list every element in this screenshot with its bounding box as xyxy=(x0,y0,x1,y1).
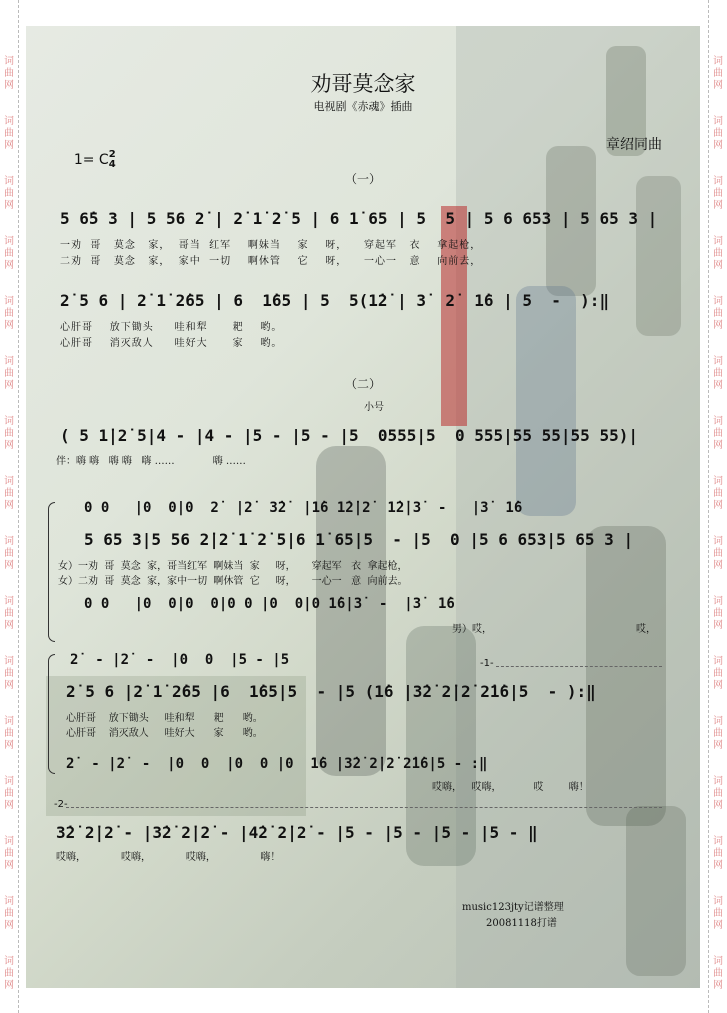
system-one-lyric-a: 女）一劝 哥 莫念 家，哥当红军 啊妹当 家 呀， 穿起军 衣 拿起枪， xyxy=(58,561,408,572)
watermark-glyph: 曲 xyxy=(713,68,723,79)
section-one-lyric-2a: 心肝哥 放下锄头 哇和犁 耙 哟。 xyxy=(60,322,283,333)
watermark-glyph: 网 xyxy=(713,920,723,931)
watermark-glyph: 词 xyxy=(713,476,723,487)
watermark-glyph: 曲 xyxy=(4,188,14,199)
watermark-glyph: 曲 xyxy=(4,728,14,739)
watermark-glyph: 词 xyxy=(713,596,723,607)
watermark-glyph: 网 xyxy=(713,320,723,331)
watermark-glyph-stack xyxy=(3,536,15,572)
watermark-glyph-stack xyxy=(712,716,724,752)
composer-credit: 章绍同曲 xyxy=(606,137,662,153)
watermark-glyph: 曲 xyxy=(713,848,723,859)
watermark-glyph: 曲 xyxy=(713,668,723,679)
watermark-glyph-stack xyxy=(3,716,15,752)
watermark-glyph: 曲 xyxy=(4,308,14,319)
watermark-glyph: 网 xyxy=(4,260,14,271)
watermark-glyph: 网 xyxy=(4,380,14,391)
watermark-glyph-stack xyxy=(712,956,724,992)
section-two-heading: （二） xyxy=(344,377,381,391)
watermark-glyph-stack xyxy=(3,356,15,392)
transcriber-credit: music123jty记谱整理 xyxy=(462,902,564,913)
watermark-glyph: 曲 xyxy=(4,848,14,859)
watermark-glyph-stack xyxy=(712,656,724,692)
watermark-glyph-stack xyxy=(712,836,724,872)
watermark-glyph: 曲 xyxy=(713,968,723,979)
score-sheet xyxy=(26,26,700,988)
watermark-glyph-stack xyxy=(712,296,724,332)
system-two-bottom-notes: 2̇ - |2̇ - |0 0 |0 0 |0 1̇6 |3̇2̇ 2̇|2̇ 2̇1̇6|5 - :‖ xyxy=(66,756,488,772)
system-one-lyric-b: 女）二劝 哥 莫念 家，家中一切 啊休管 它 呀， 一心一 意 向前去。 xyxy=(58,576,408,587)
watermark-glyph-stack xyxy=(712,776,724,812)
watermark-glyph-stack xyxy=(3,836,15,872)
section-one-notes-line-1: 5 6̇5 3 | 5 56 2̇ | 2̇ 1̇ 2̇ 5 | 6 1̇ 65 | 5 5 | 5 6 653 | 5 65 3 | xyxy=(60,209,658,228)
watermark-glyph-stack xyxy=(3,776,15,812)
watermark-glyph: 词 xyxy=(713,956,723,967)
watermark-glyph-stack xyxy=(712,896,724,932)
watermark-glyph: 网 xyxy=(4,80,14,91)
watermark-glyph: 词 xyxy=(713,536,723,547)
watermark-glyph: 网 xyxy=(4,740,14,751)
watermark-glyph: 曲 xyxy=(713,548,723,559)
watermark-glyph: 曲 xyxy=(713,368,723,379)
watermark-glyph: 曲 xyxy=(713,908,723,919)
watermark-glyph: 曲 xyxy=(4,128,14,139)
watermark-glyph: 网 xyxy=(4,680,14,691)
watermark-glyph: 曲 xyxy=(4,968,14,979)
watermark-glyph: 词 xyxy=(4,116,14,127)
song-subtitle: 电视剧《赤魂》插曲 xyxy=(313,100,413,113)
watermark-glyph: 词 xyxy=(4,296,14,307)
watermark-glyph: 曲 xyxy=(713,428,723,439)
system-two-brace xyxy=(48,654,55,774)
system-two-lyric-a: 心肝哥 放下锄头 哇和犁 耙 哟。 xyxy=(66,713,263,724)
section-one-notes-line-2: 2̇ 5 6 | 2̇ 1̇ 2̇65 | 6 1̇65 | 5 5(1̇2̇ | 3̇ 2̇ 1̇6 | 5 - ):‖ xyxy=(60,291,610,310)
coda-notes: 3̇2̇ 2̇|2̇ - |3̇2̇ 2̇|2̇ - |4̇2̇ 2̇|2̇ - |5 - |5 - |5 - |5 - ‖ xyxy=(56,823,538,842)
watermark-glyph: 词 xyxy=(4,956,14,967)
watermark-glyph: 网 xyxy=(713,140,723,151)
coda-lyric: 哎嗨， 哎嗨， 哎嗨， 嗨！ xyxy=(56,852,281,863)
section-two-intro-lyric: 伴：嗨 嗨 嗨 嗨 嗨 …… 嗨 …… xyxy=(56,456,246,467)
watermark-glyph: 词 xyxy=(713,416,723,427)
watermark-glyph: 词 xyxy=(713,656,723,667)
system-two-bottom-lyric: 哎嗨， 哎嗨， 哎 嗨！ xyxy=(432,782,589,793)
watermark-glyph: 网 xyxy=(4,560,14,571)
watermark-glyph-stack xyxy=(712,416,724,452)
section-two-intro-notes: ( 5 1̇|2̇ 5|4 - |4 - |5 - |5 - |5 0555|5 0 555|55 55|55 55)| xyxy=(60,426,638,445)
watermark-glyph-stack xyxy=(3,416,15,452)
watermark-glyph: 曲 xyxy=(713,728,723,739)
watermark-glyph-stack xyxy=(3,116,15,152)
left-watermark-strip xyxy=(0,0,19,1013)
song-title: 劝哥莫念家 xyxy=(310,72,416,96)
system-two-middle-notes: 2̇ 5 6 |2̇ 1̇ 2̇65 |6 1̇65|5 - |5 (1̇6 |3̇2̇ 2̇|2̇ 2̇1̇6|5 - ):‖ xyxy=(66,682,596,701)
watermark-glyph: 曲 xyxy=(713,788,723,799)
watermark-glyph-stack xyxy=(712,596,724,632)
watermark-glyph: 曲 xyxy=(4,248,14,259)
watermark-glyph: 网 xyxy=(4,200,14,211)
watermark-glyph-stack xyxy=(712,176,724,212)
watermark-glyph-stack xyxy=(712,116,724,152)
system-two-top-notes: 2̇ - |2̇ - |0 0 |5 - |5 xyxy=(70,652,290,668)
system-one-brace xyxy=(48,502,55,642)
watermark-glyph: 词 xyxy=(4,356,14,367)
volta-two-label: -2- xyxy=(54,799,68,810)
watermark-glyph: 网 xyxy=(713,80,723,91)
watermark-glyph-stack xyxy=(3,596,15,632)
watermark-glyph: 词 xyxy=(4,176,14,187)
watermark-glyph: 曲 xyxy=(4,908,14,919)
watermark-glyph: 词 xyxy=(4,56,14,67)
watermark-glyph: 曲 xyxy=(4,428,14,439)
watermark-glyph: 网 xyxy=(713,500,723,511)
watermark-glyph: 网 xyxy=(4,440,14,451)
watermark-glyph-stack xyxy=(712,476,724,512)
watermark-glyph: 词 xyxy=(713,56,723,67)
time-signature-bottom: 4 xyxy=(108,159,116,170)
watermark-glyph-stack xyxy=(3,56,15,92)
watermark-glyph: 词 xyxy=(4,896,14,907)
watermark-glyph: 网 xyxy=(4,140,14,151)
watermark-glyph: 网 xyxy=(4,860,14,871)
volta-two-line xyxy=(66,807,662,808)
watermark-glyph-stack xyxy=(712,356,724,392)
watermark-glyph: 词 xyxy=(713,356,723,367)
watermark-glyph: 网 xyxy=(713,440,723,451)
watermark-glyph: 词 xyxy=(713,236,723,247)
section-one-lyric-2b: 心肝哥 消灭敌人 哇好大 家 哟。 xyxy=(60,338,283,349)
time-signature-top: 2 xyxy=(108,149,116,160)
watermark-glyph: 网 xyxy=(713,740,723,751)
watermark-glyph: 网 xyxy=(713,200,723,211)
right-watermark-strip xyxy=(708,0,727,1013)
watermark-glyph: 网 xyxy=(4,500,14,511)
watermark-glyph: 词 xyxy=(4,416,14,427)
system-one-top-notes: 0 0 |0 0|0 2̇ |2̇ 3̇2̇ |1̇6 1̇2̇|2̇ 1̇2̇|3̇ - |3̇ 1̇6 xyxy=(84,500,523,516)
watermark-glyph-stack xyxy=(3,176,15,212)
watermark-glyph: 词 xyxy=(4,836,14,847)
watermark-glyph: 曲 xyxy=(713,128,723,139)
watermark-glyph-stack xyxy=(3,236,15,272)
watermark-glyph: 词 xyxy=(713,716,723,727)
watermark-glyph-stack xyxy=(712,56,724,92)
watermark-glyph: 网 xyxy=(4,800,14,811)
watermark-glyph: 词 xyxy=(4,776,14,787)
watermark-glyph: 网 xyxy=(4,920,14,931)
section-one-heading: （一） xyxy=(344,172,381,186)
watermark-glyph: 词 xyxy=(4,596,14,607)
watermark-glyph-stack xyxy=(3,476,15,512)
watermark-glyph: 曲 xyxy=(4,788,14,799)
watermark-glyph: 曲 xyxy=(713,188,723,199)
watermark-glyph: 曲 xyxy=(713,488,723,499)
watermark-glyph: 词 xyxy=(713,836,723,847)
watermark-glyph: 词 xyxy=(4,656,14,667)
watermark-glyph: 曲 xyxy=(713,308,723,319)
system-two-lyric-b: 心肝哥 消灭敌人 哇好大 家 哟。 xyxy=(66,728,263,739)
typeset-date: 20081118打谱 xyxy=(486,918,557,929)
watermark-glyph: 网 xyxy=(4,980,14,991)
watermark-glyph: 网 xyxy=(4,320,14,331)
watermark-glyph: 词 xyxy=(4,536,14,547)
watermark-glyph: 词 xyxy=(4,476,14,487)
watermark-glyph-stack xyxy=(3,656,15,692)
system-one-bottom-notes: 0 0 |0 0|0 0|0 0 |0 0|0 1̇6|3̇ - |3̇ 1̇6 xyxy=(84,596,455,612)
watermark-glyph: 曲 xyxy=(713,608,723,619)
watermark-glyph: 曲 xyxy=(4,488,14,499)
watermark-glyph: 网 xyxy=(713,980,723,991)
watermark-glyph: 曲 xyxy=(4,668,14,679)
key-signature: 1= C2 4 xyxy=(73,149,116,170)
watermark-glyph: 词 xyxy=(4,716,14,727)
watermark-glyph: 曲 xyxy=(713,248,723,259)
watermark-glyph: 网 xyxy=(713,620,723,631)
watermark-glyph: 网 xyxy=(713,860,723,871)
section-one-lyric-1a: 一劝 哥 莫念 家， 哥当 红军 啊妹当 家 呀， 穿起军 衣 拿起枪， xyxy=(60,240,482,251)
section-one-lyric-1b: 二劝 哥 莫念 家， 家中 一切 啊休管 它 呀， 一心一 意 向前去， xyxy=(60,256,482,267)
watermark-glyph: 词 xyxy=(713,776,723,787)
watermark-glyph: 网 xyxy=(4,620,14,631)
watermark-glyph: 网 xyxy=(713,560,723,571)
watermark-glyph-stack xyxy=(712,236,724,272)
watermark-glyph: 词 xyxy=(713,896,723,907)
watermark-glyph: 曲 xyxy=(4,368,14,379)
watermark-glyph-stack xyxy=(3,896,15,932)
instrument-label: 小号 xyxy=(364,402,384,413)
watermark-glyph-stack xyxy=(3,956,15,992)
watermark-glyph-stack xyxy=(712,536,724,572)
watermark-glyph: 网 xyxy=(713,380,723,391)
watermark-glyph: 曲 xyxy=(4,68,14,79)
watermark-glyph: 词 xyxy=(4,236,14,247)
watermark-glyph: 曲 xyxy=(4,548,14,559)
watermark-glyph: 词 xyxy=(713,116,723,127)
volta-one-line xyxy=(496,666,662,667)
system-one-bottom-lyric-a: 男）哎， xyxy=(452,624,492,635)
volta-one-label: -1- xyxy=(480,658,494,669)
watermark-glyph: 词 xyxy=(713,296,723,307)
watermark-glyph: 网 xyxy=(713,260,723,271)
system-one-middle-notes: 5 65 3|5 56 2̇|2̇ 1̇ 2̇ 5|6 1̇ 65|5 - |5 0 |5 6 653|5 65 3 | xyxy=(84,530,634,549)
watermark-glyph: 网 xyxy=(713,800,723,811)
watermark-glyph: 曲 xyxy=(4,608,14,619)
watermark-glyph: 网 xyxy=(713,680,723,691)
watermark-glyph: 词 xyxy=(713,176,723,187)
system-one-bottom-lyric-b: 哎， xyxy=(636,624,656,635)
watermark-glyph-stack xyxy=(3,296,15,332)
